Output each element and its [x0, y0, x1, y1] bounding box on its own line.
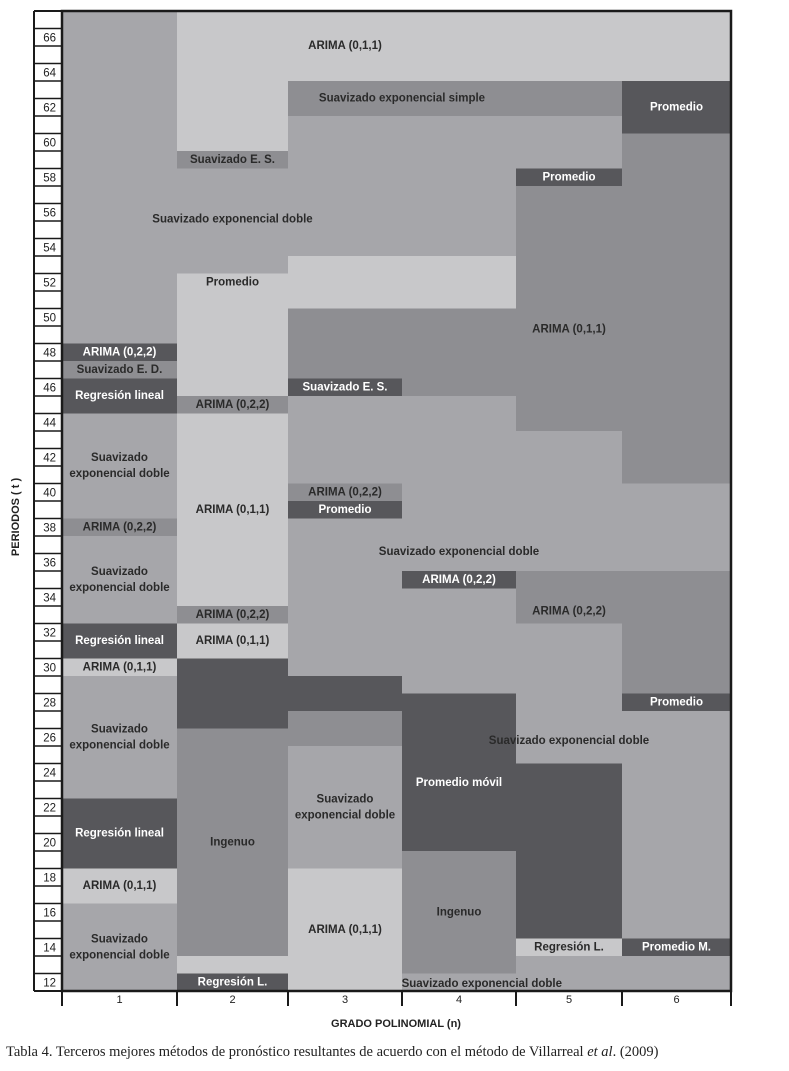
cell-label: Suavizado [91, 565, 148, 578]
method-cell [288, 116, 402, 256]
cell-label: ARIMA (0,1,1) [82, 880, 157, 893]
cell-label: Regresión L. [534, 941, 604, 954]
method-cell [402, 589, 516, 694]
cell-label: Promedio [649, 101, 704, 114]
y-tick-label: 36 [43, 557, 56, 570]
x-tick-label: 5 [565, 994, 573, 1006]
cell-label: Suavizado [316, 793, 374, 806]
method-cell [622, 11, 731, 81]
region-label: Promedio móvil [415, 776, 503, 789]
x-tick-label: 2 [229, 994, 236, 1006]
y-tick-label: 24 [43, 767, 56, 780]
region-label: Suavizado exponencial simple [318, 92, 486, 105]
method-cell [516, 11, 622, 81]
cell-label: ARIMA (0,1,1) [308, 923, 382, 936]
figure-caption [6, 1044, 659, 1061]
method-cell [402, 116, 516, 256]
method-cell [62, 904, 177, 992]
cell-label: Regresión lineal [75, 390, 164, 403]
region-label: Promedio [205, 276, 260, 289]
y-tick-label: 60 [43, 137, 56, 150]
method-cell [288, 396, 402, 484]
cell-label: Suavizado [91, 452, 148, 465]
y-tick-label: 14 [43, 942, 56, 955]
y-tick-label: 64 [43, 67, 56, 80]
y-tick-label: 48 [43, 347, 56, 360]
cell-label: exponencial doble [294, 809, 396, 822]
cell-label: ARIMA (0,2,2) [308, 486, 382, 499]
cell-label: ARIMA (0,2,2) [82, 521, 157, 534]
region-label: ARIMA (0,1,1) [532, 323, 606, 336]
cell-label: ARIMA (0,1,1) [82, 661, 157, 674]
method-cell [177, 274, 288, 397]
cell-label: Regresión lineal [75, 635, 164, 648]
method-cell [516, 116, 622, 169]
method-cell [622, 134, 731, 484]
y-tick-label: 32 [43, 627, 56, 640]
method-cell [516, 186, 622, 431]
y-tick-label: 62 [43, 102, 56, 115]
y-tick-label: 50 [43, 312, 56, 325]
y-tick-label: 22 [43, 802, 56, 815]
method-cell [62, 676, 177, 799]
method-cell [177, 956, 288, 974]
y-tick-label: 16 [43, 907, 56, 920]
cell-label: ARIMA (0,1,1) [195, 635, 270, 648]
cells-layer [62, 11, 731, 991]
y-tick-label: 18 [43, 872, 56, 885]
method-cell [288, 256, 402, 309]
region-label: Suavizado exponencial doble [488, 734, 650, 747]
cell-label: Suavizado E. D. [76, 363, 163, 376]
method-cell [288, 711, 402, 746]
region-label: ARIMA (0,2,2) [532, 605, 606, 618]
x-axis-label: GRADO POLINOMIAL (n) [331, 1018, 461, 1030]
y-tick-label: 12 [43, 977, 56, 990]
region-label: Suavizado exponencial doble [401, 978, 563, 991]
method-cell [62, 414, 177, 519]
method-cell [516, 956, 622, 974]
caption-italic: et al [587, 1044, 613, 1060]
y-tick-label: 42 [43, 452, 56, 465]
y-tick-label: 28 [43, 697, 56, 710]
cell-label: ARIMA (0,2,2) [195, 398, 270, 411]
method-cell [288, 519, 402, 677]
caption-suffix: . (2009) [612, 1044, 659, 1060]
cell-label: ARIMA (0,1,1) [195, 503, 270, 516]
x-tick-label: 4 [455, 994, 463, 1006]
y-tick-label: 44 [43, 417, 56, 430]
y-tick-label: 20 [43, 837, 56, 850]
y-tick-label: 46 [43, 382, 56, 395]
cell-label: Regresión L. [197, 976, 268, 989]
cell-label: Ingenuo [210, 836, 255, 849]
x-tick-label: 3 [341, 994, 349, 1006]
y-axis-label: PERIODOS ( t ) [10, 477, 22, 557]
x-tick-label: 6 [673, 994, 680, 1006]
y-tick-label: 38 [43, 522, 56, 535]
cell-label: Ingenuo [436, 906, 482, 919]
region-label: ARIMA (0,1,1) [308, 40, 382, 53]
method-cell [622, 484, 731, 572]
x-tick-label: 1 [116, 994, 123, 1006]
cell-label: ARIMA (0,2,2) [422, 573, 496, 586]
y-tick-label: 54 [43, 242, 56, 255]
y-tick-label: 58 [43, 172, 56, 185]
method-cell [288, 309, 402, 379]
cell-label: Promedio [318, 503, 372, 516]
region-label: Suavizado exponencial doble [378, 545, 540, 558]
y-tick-label: 40 [43, 487, 56, 500]
y-tick-label: 26 [43, 732, 56, 745]
method-cell [288, 746, 402, 869]
method-cell [402, 256, 516, 309]
cell-label: Promedio [649, 696, 704, 709]
cell-label: exponencial doble [69, 739, 170, 752]
cell-label: Suavizado [91, 723, 148, 736]
method-cell [177, 11, 288, 151]
y-tick-label: 52 [43, 277, 56, 290]
cell-label: exponencial doble [69, 581, 170, 594]
method-cell [62, 11, 177, 344]
method-cell [516, 81, 622, 116]
method-cell [402, 694, 516, 852]
method-cell [177, 659, 288, 729]
cell-label: Suavizado [91, 933, 148, 946]
y-tick-label: 66 [43, 32, 56, 45]
region-label: Suavizado exponencial doble [152, 213, 313, 226]
method-cell [402, 396, 516, 571]
caption-prefix: Tabla 4. Terceros mejores métodos de pronóstico resultantes de acuerdo con el método de Villarreal [6, 1044, 588, 1060]
method-cell [516, 764, 622, 939]
y-tick-label: 34 [43, 592, 56, 605]
cell-label: exponencial doble [69, 468, 170, 481]
cell-label: Regresión lineal [75, 827, 164, 840]
y-tick-label: 30 [43, 662, 56, 675]
method-cell [402, 11, 516, 81]
cell-label: ARIMA (0,2,2) [195, 608, 270, 621]
cell-label: Suavizado E. S. [302, 381, 388, 394]
method-cell [402, 309, 516, 397]
method-cell [622, 956, 731, 991]
y-tick-label: 56 [43, 207, 56, 220]
cell-label: ARIMA (0,2,2) [82, 346, 157, 359]
cell-label: exponencial doble [69, 949, 170, 962]
cell-label: Promedio M. [641, 941, 712, 954]
cell-label: Suavizado E. S. [190, 153, 275, 166]
cell-label: Promedio [542, 171, 596, 184]
method-cell [62, 536, 177, 624]
method-cell [288, 676, 402, 711]
method-cell [622, 571, 731, 694]
